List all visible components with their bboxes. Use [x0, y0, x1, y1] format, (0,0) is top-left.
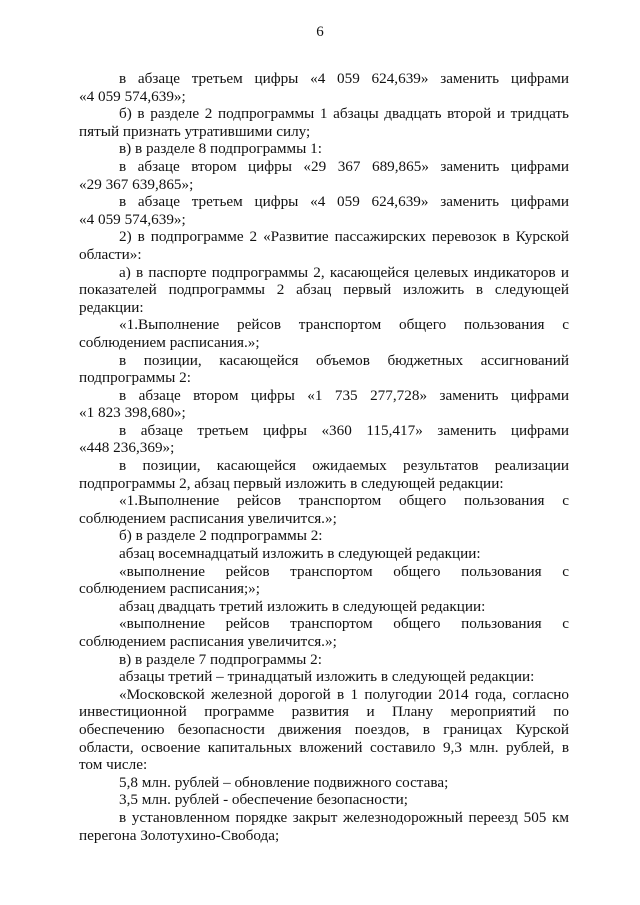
paragraph-line: «4 059 574,639»; [79, 87, 186, 105]
paragraph [79, 809, 569, 844]
paragraph-line: «выполнение рейсов транспортом общего пользования с [119, 562, 569, 580]
paragraph-line: «1 823 398,680»; [79, 404, 186, 422]
paragraph-line: обеспечению безопасности движения поездов, в границах Курской [79, 720, 569, 738]
paragraph [79, 615, 569, 650]
paragraph-line: в установленном порядке закрыт железнодорожный переезд 505 км [119, 808, 569, 826]
paragraph [79, 422, 569, 457]
paragraph-line: в абзаце втором цифры «29 367 689,865» заменить цифрами [119, 157, 569, 175]
paragraph-line: в абзаце втором цифры «1 735 277,728» заменить цифрами [119, 386, 569, 404]
paragraph-line: редакции: [79, 298, 144, 316]
paragraph-line: пятый признать утратившими силу; [79, 122, 311, 140]
paragraph-line: «1.Выполнение рейсов транспортом общего пользования с [119, 316, 569, 334]
paragraph [79, 228, 569, 263]
paragraph [79, 264, 569, 317]
paragraph-line: соблюдением расписания;»; [79, 580, 260, 598]
paragraph-line: в) в разделе 7 подпрограммы 2: [119, 650, 322, 668]
paragraph-line: перегона Золотухино-Свобода; [79, 826, 280, 844]
paragraph [79, 457, 569, 492]
paragraph-line: в абзаце третьем цифры «4 059 624,639» заменить цифрами [119, 193, 569, 211]
paragraph-line: б) в разделе 2 подпрограммы 1 абзацы двадцать второй и тридцать [119, 105, 569, 123]
paragraph [79, 791, 569, 809]
paragraph [79, 70, 569, 105]
paragraph [79, 545, 569, 563]
paragraph [79, 140, 569, 158]
paragraph [79, 105, 569, 140]
paragraph [79, 774, 569, 792]
paragraph-line: соблюдением расписания.»; [79, 333, 260, 351]
paragraph-line: «448 236,369»; [79, 439, 175, 457]
paragraph-line: в) в разделе 8 подпрограммы 1: [119, 140, 322, 158]
paragraph-line: «4 059 574,639»; [79, 210, 186, 228]
paragraph-line: 3,5 млн. рублей - обеспечение безопасности; [119, 791, 408, 809]
paragraph [79, 651, 569, 669]
paragraph [79, 352, 569, 387]
document-body [79, 70, 569, 844]
paragraph-line: б) в разделе 2 подпрограммы 2: [119, 527, 323, 545]
paragraph-line: абзац восемнадцатый изложить в следующей редакции: [119, 545, 481, 563]
paragraph-line: соблюдением расписания увеличится.»; [79, 509, 337, 527]
paragraph [79, 686, 569, 774]
paragraph [79, 387, 569, 422]
paragraph-line: в абзаце третьем цифры «360 115,417» заменить цифрами [119, 421, 569, 439]
paragraph-line: в позиции, касающейся объемов бюджетных ассигнований [119, 351, 569, 369]
paragraph [79, 316, 569, 351]
paragraph-line: 2) в подпрограмме 2 «Развитие пассажирских перевозок в Курской [119, 228, 569, 246]
paragraph-line: области, освоение капитальных вложений составило 9,3 млн. рублей, в [79, 738, 569, 756]
paragraph-line: инвестиционной программе развития и Плану мероприятий по [79, 703, 569, 721]
paragraph-line: абзац двадцать третий изложить в следующей редакции: [119, 597, 486, 615]
paragraph [79, 668, 569, 686]
paragraph-line: «1.Выполнение рейсов транспортом общего пользования с [119, 492, 569, 510]
paragraph-line: в позиции, касающейся ожидаемых результатов реализации [119, 457, 569, 475]
paragraph-line: подпрограммы 2: [79, 369, 191, 387]
paragraph-line: том числе: [79, 756, 148, 774]
paragraph-line: «выполнение рейсов транспортом общего пользования с [119, 615, 569, 633]
paragraph-line: подпрограммы 2, абзац первый изложить в следующей редакции: [79, 474, 504, 492]
paragraph [79, 492, 569, 527]
paragraph [79, 193, 569, 228]
paragraph-line: показателей подпрограммы 2 абзац первый изложить в следующей [79, 281, 569, 299]
paragraph [79, 563, 569, 598]
paragraph [79, 527, 569, 545]
paragraph [79, 158, 569, 193]
paragraph-line: абзацы третий – тринадцатый изложить в следующей редакции: [119, 668, 535, 686]
paragraph-line: области»: [79, 245, 142, 263]
paragraph-line: в абзаце третьем цифры «4 059 624,639» заменить цифрами [119, 70, 569, 87]
paragraph-line: «Московской железной дорогой в 1 полугодии 2014 года, согласно [119, 685, 569, 703]
page-number: 6 [316, 24, 324, 40]
paragraph-line: а) в паспорте подпрограммы 2, касающейся целевых индикаторов и [119, 263, 569, 281]
paragraph [79, 598, 569, 616]
paragraph-line: «29 367 639,865»; [79, 175, 194, 193]
paragraph-line: соблюдением расписания увеличится.»; [79, 633, 337, 650]
paragraph-line: 5,8 млн. рублей – обновление подвижного состава; [119, 773, 449, 791]
